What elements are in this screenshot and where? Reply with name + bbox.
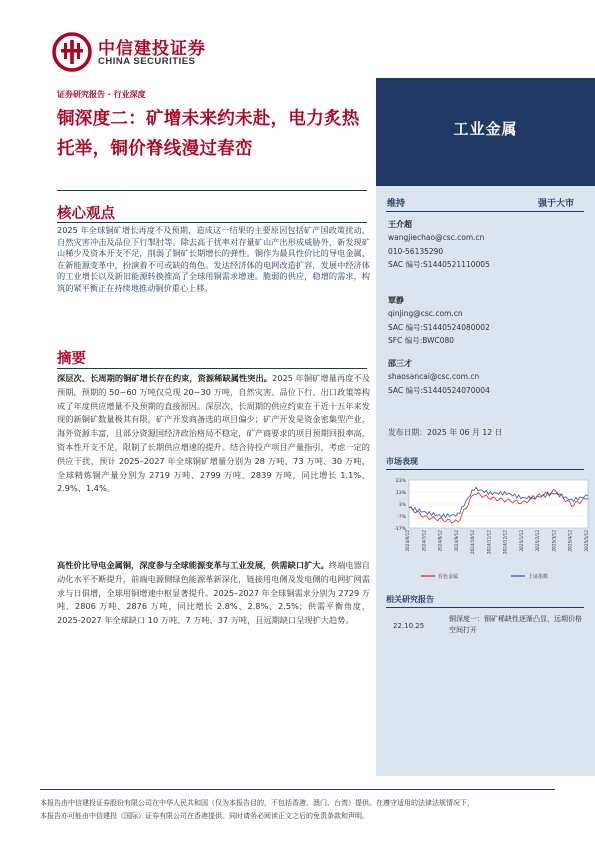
- analyst-3: [388, 357, 578, 397]
- divider: [40, 789, 555, 790]
- x-tick-label: 2024/6/12: [405, 530, 410, 552]
- analyst-phone: 010-56135290: [388, 246, 444, 256]
- analyst-name: 覃静: [388, 296, 404, 305]
- related-date: 22.10.25: [393, 622, 425, 630]
- summary-body-2: 终端电器自动化水平不断提升，前端电源侧绿色能源革新深化，链接用电侧及发电侧的电网扩网需求与日俱增，全球用铜增速中枢显著提升。2025–2027 年全球铜需求分别为 2729 万吨、2806 万吨、2876 万吨，同比增长 2.8%、2.8%、2.5%；供需平衡角度，2025-2027 年全球缺口 10 万吨、7 万吨、37 万吨，且远期缺口呈现扩大趋势。: [57, 560, 370, 626]
- divider: [57, 368, 367, 369]
- summary-lead-2: 高性价比导电金属铜，深度参与全球能源变革与工业发展，供需缺口扩大。: [57, 560, 329, 570]
- x-tick-label: 2025/4/12: [567, 530, 573, 552]
- y-tick-label: -17%: [394, 527, 406, 532]
- legend-label: 有色金属: [438, 574, 459, 580]
- industry-label: 工业金属: [453, 120, 518, 138]
- summary-lead-1: 深层次、长周期的铜矿增长存在约束，资源稀缺属性突出。: [57, 373, 273, 383]
- analyst-email[interactable]: shaosancai@csc.com.cn: [388, 372, 480, 382]
- company-logo: [52, 30, 222, 74]
- divider: [57, 190, 367, 191]
- summary-heading: 摘要: [57, 351, 86, 367]
- y-tick-label: -7%: [397, 515, 406, 520]
- logo-mark-icon: [52, 32, 92, 72]
- publish-label: 发布日期：: [388, 428, 427, 437]
- x-tick-label: 2024/11/12: [486, 530, 492, 555]
- disclaimer-line-2: 本报告亦可能由中信建投（国际）证券有限公司在香港提供。同时请务必阅读正文之后的免责条款和声明。: [40, 812, 369, 820]
- divider: [386, 607, 584, 608]
- logo-text-en: CHINA SECURITIES: [98, 56, 196, 67]
- divider: [386, 469, 584, 470]
- analyst-email[interactable]: qinjing@csc.com.cn: [388, 309, 463, 319]
- rating-label: 维持: [387, 199, 406, 209]
- x-tick-label: 2025/3/12: [551, 530, 557, 552]
- x-tick-label: 2024/9/12: [453, 530, 459, 552]
- disclaimer-line-1: 本报告由中信建投证券股份有限公司在中华人民共和国（仅为本报告目的，不包括香港、澳门、台湾）提供。在遵守适用的法律法规情况下，: [40, 799, 474, 807]
- summary-paragraph-1: [57, 372, 370, 496]
- analyst-name: 邵三才: [388, 359, 412, 368]
- analyst-sac: SAC 编号:S1440524080002: [388, 322, 490, 332]
- analyst-name: 王介超: [388, 220, 412, 229]
- analyst-sac: SAC 编号:S1440524070004: [388, 385, 490, 395]
- x-tick-label: 2025/1/12: [518, 530, 524, 552]
- summary-paragraph-2: [57, 559, 370, 628]
- core-text: 2025 年全球铜矿增长再度不及预期，造成这一结果的主要原因包括矿产国政策扰动、自然灾害冲击及品位下行掣肘等。除去高于扰率对存量矿山产出形成威胁外，新发现矿山稀少及资本开支不足，削弱了铜矿长期增长的弹性。铜作为最具性价比的导电金属，在新能源变革中，扮演着不可或缺的角色。发达经济体的电网改造扩容，发展中经济体的工业增长以及新旧能源转换推高了全球用铜需求增速。脆弱的供应，稳增的需求，构筑的紧平衡正在持续地推动铜价重心上移。: [57, 225, 370, 293]
- x-tick-label: 2024/12/12: [502, 530, 508, 555]
- performance-title: 市场表现: [386, 457, 418, 466]
- analyst-sac: SAC 编号:S1440521110005: [388, 259, 490, 269]
- disclaimer: [40, 797, 560, 823]
- performance-chart: [376, 472, 595, 584]
- x-tick-label: 2024/7/12: [421, 530, 427, 552]
- analyst-2: [388, 294, 578, 347]
- core-heading: 核心观点: [57, 206, 115, 222]
- publish-value: 2025 年 06 月 12 日: [426, 428, 503, 437]
- summary-body-1: 2025 年铜矿增量再度不及预期，预期的 50~60 万吨仅兑现 20~30 万吨，自然灾害、品位下行、出口政策等构成了年度供应增量不及预期的直接原因。深层次、长周期的供应约束在于近十五年来发现的新铜矿数量极其有限，矿产开发商备选的项目偏少；矿产开发是资金密集型产业，海外资源丰富，且部分资源国经济政治格局不稳定，矿产商要求的项目预期回报率高，资本性开支不足，限制了长期供应增速的提升。结合待投产项目产量指引，考虑一定的供应干扰，预计 2025–2027 年全球铜矿增量分别为 28 万吨、73 万吨、30 万吨，全球精炼铜产量分别为 2719 万吨、2799 万吨、2839 万吨，同比增长 1.1%、2.9%、1.4%。: [57, 373, 370, 494]
- x-tick-label: 2024/10/12: [470, 530, 476, 555]
- y-tick-label: 23%: [395, 479, 406, 484]
- report-title: 铜深度二：矿增未来约未赴，电力炙热托举，铜价脊线漫过春峦: [57, 109, 360, 159]
- related-link[interactable]: 铜深度一：铜矿稀缺性逐渐凸显，远期价格空间打开: [449, 615, 582, 634]
- industry-banner: [376, 78, 595, 186]
- y-tick-label: 3%: [398, 503, 406, 508]
- legend-label: 上证指数: [528, 574, 549, 580]
- rating-value: 强于大市: [537, 199, 574, 209]
- divider: [386, 211, 584, 212]
- logo-text-cn: 中信建投证券: [98, 39, 206, 59]
- related-title: 相关研究报告: [386, 595, 434, 604]
- divider: [57, 222, 367, 223]
- analyst-1: [388, 218, 578, 271]
- x-tick-label: 2025/2/12: [535, 530, 541, 552]
- publish-date: [388, 427, 502, 438]
- analyst-email[interactable]: wangjiechao@csc.com.cn: [388, 233, 485, 243]
- x-tick-label: 2025/5/12: [584, 530, 589, 552]
- report-type: 证券研究报告 · 行业深度: [57, 90, 146, 99]
- x-tick-label: 2024/8/12: [437, 530, 443, 552]
- analyst-sfc: SFC 编号:BWC080: [388, 335, 455, 345]
- y-tick-label: 13%: [395, 491, 406, 496]
